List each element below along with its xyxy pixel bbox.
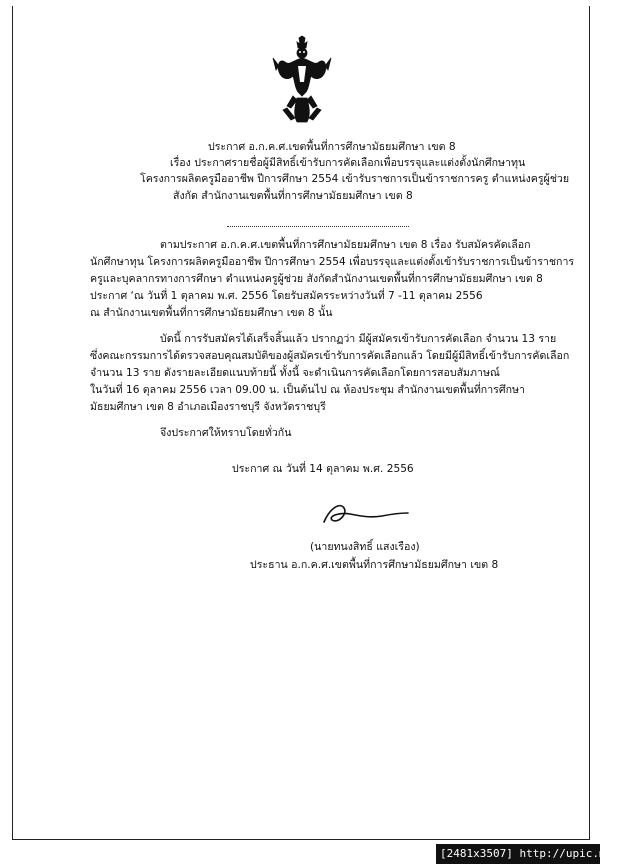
image-size-source-footer: [2481x3507] http://upic.me/ xyxy=(440,847,619,860)
signatory-title: ประธาน อ.ก.ค.ศ.เขตพื้นที่การศึกษามัธยมศึกษา เขต 8 xyxy=(250,559,499,571)
notice-subject: เรื่อง ประกาศรายชื่อผู้มีสิทธิ์เข้ารับการคัดเลือกเพื่อบรรจุและแต่งตั้งนักศึกษาทุน xyxy=(170,157,526,169)
paragraph1-line4: ประกาศ ‘ณ วันที่ 1 ตุลาคม พ.ศ. 2556 โดยรับสมัครระหว่างวันที่ 7 -11 ตุลาคม 2556 xyxy=(90,290,483,302)
paragraph2-line1: บัดนี้ การรับสมัครได้เสร็จสิ้นแล้ว ปรากฏว่า มีผู้สมัครเข้ารับการคัดเลือก จำนวน 13 ราย xyxy=(160,333,557,345)
signatory-name: (นายทนงสิทธิ์ แสงเรือง) xyxy=(310,541,420,553)
paragraph1-line1: ตามประกาศ อ.ก.ค.ศ.เขตพื้นที่การศึกษามัธยมศึกษา เขต 8 เรื่อง รับสมัครคัดเลือก xyxy=(160,239,531,251)
announcement-date: ประกาศ ณ วันที่ 14 ตุลาคม พ.ศ. 2556 xyxy=(232,463,414,475)
paragraph1-line3: ครูและบุคลากรทางการศึกษา ตำแหน่งครูผู้ช่วย สังกัดสำนักงานเขตพื้นที่การศึกษามัธยมศึกษา เขต 8 xyxy=(90,273,543,285)
paragraph1-line5: ณ สำนักงานเขตพื้นที่การศึกษามัธยมศึกษา เขต 8 นั้น xyxy=(90,307,333,319)
notice-subject-line3: สังกัด สำนักงานเขตพื้นที่การศึกษามัธยมศึกษา เขต 8 xyxy=(173,190,413,202)
paragraph2-line3: จำนวน 13 ราย ดังรายละเอียดแนบท้ายนี้ ทั้งนี้ จะดำเนินการคัดเลือกโดยการสอบสัมภาษณ์ xyxy=(90,367,500,379)
paragraph2-line2: ซึ่งคณะกรรมการได้ตรวจสอบคุณสมบัติของผู้สมัครเข้ารับการคัดเลือกแล้ว โดยมีผู้มีสิทธิ์เข้ารับการคัดเลือก xyxy=(90,350,570,362)
handwritten-signature-icon xyxy=(320,500,410,528)
closing-statement: จึงประกาศให้ทราบโดยทั่วกัน xyxy=(160,427,292,439)
paragraph2-line4: ในวันที่ 16 ตุลาคม 2556 เวลา 09.00 น. เป็นต้นไป ณ ห้องประชุม สำนักงานเขตพื้นที่การศึกษา xyxy=(90,384,525,396)
paragraph1-line2: นักศึกษาทุน โครงการผลิตครูมืออาชีพ ปีการศึกษา 2554 เพื่อบรรจุและแต่งตั้งเข้ารับราชการเป็นข้าราชการ xyxy=(90,256,575,268)
notice-subject-line2: โครงการผลิตครูมืออาชีพ ปีการศึกษา 2554 เข้ารับราชการเป็นข้าราชการครู ตำแหน่งครูผู้ช่วย xyxy=(140,173,570,185)
notice-heading: ประกาศ อ.ก.ค.ศ.เขตพื้นที่การศึกษามัธยมศึกษา เขต 8 xyxy=(208,141,456,153)
paragraph2-line5: มัธยมศึกษา เขต 8 อำเภอเมืองราชบุรี จังหวัดราชบุรี xyxy=(90,401,326,413)
document-page xyxy=(12,6,590,840)
garuda-emblem-icon xyxy=(273,36,331,124)
divider xyxy=(227,226,409,227)
